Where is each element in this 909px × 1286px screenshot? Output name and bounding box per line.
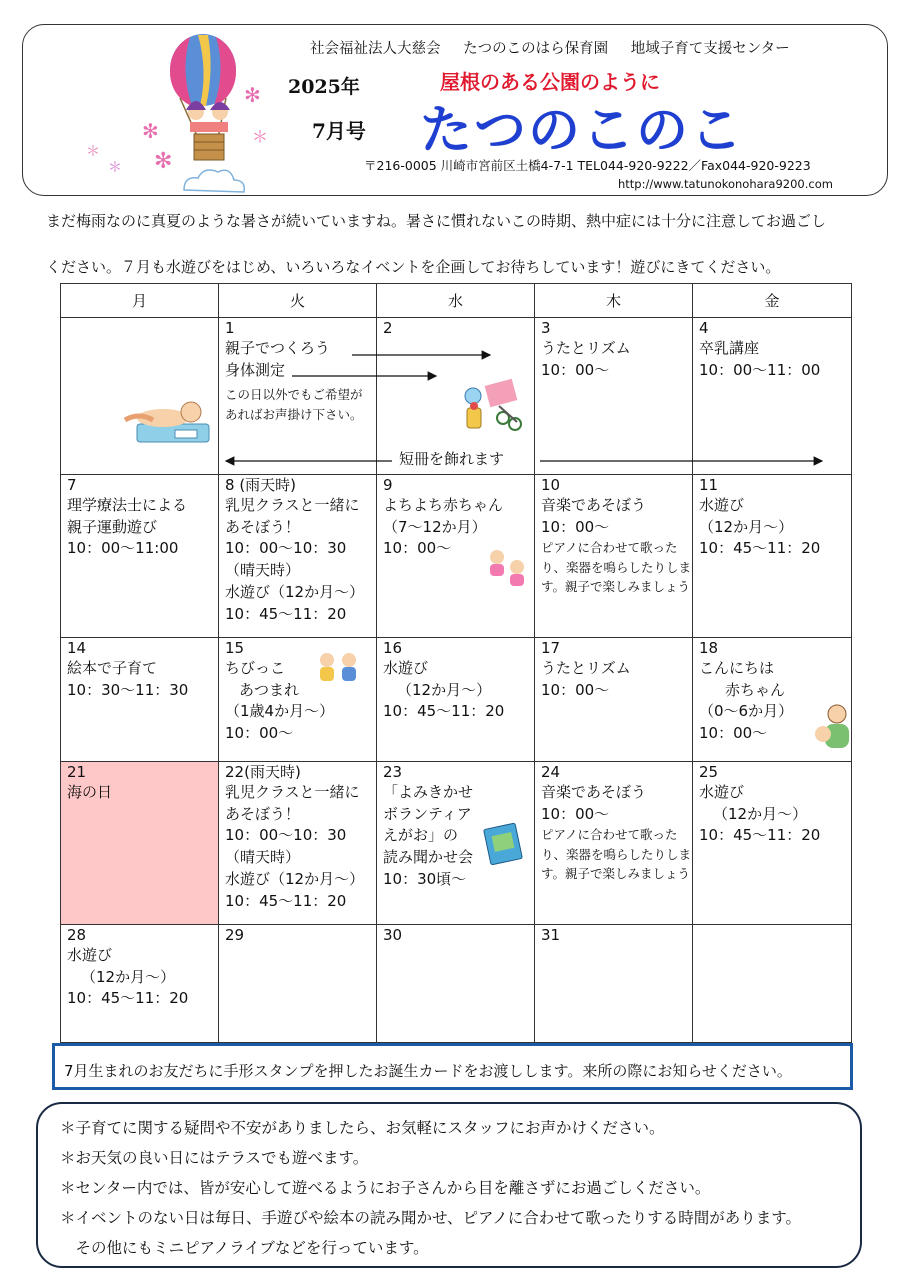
calendar-cell-day-23 — [377, 762, 535, 925]
info-line-4: ＊イベントのない日は毎日、手遊びや絵本の読み聞かせ、ピアノに合わせて歌ったりする時間があります。 — [60, 1209, 802, 1227]
event-label: 短冊を飾れます — [399, 450, 505, 468]
svg-text:✻: ✻ — [142, 119, 159, 143]
day-number: 15 — [225, 639, 245, 657]
nursery-name: たつのこのはら保育園 — [463, 41, 609, 57]
picture-book-icon — [483, 820, 523, 866]
event-label: 理学療法士による — [67, 495, 188, 514]
calendar-cell-day-11 — [693, 475, 852, 638]
event-time: 10：00～ — [225, 724, 294, 742]
weather-note: （晴天時） — [225, 848, 301, 866]
week-row — [61, 638, 852, 762]
info-line-1: ＊子育てに関する疑問や不安がありましたら、お気軽にスタッフにお声かけください。 — [60, 1119, 665, 1137]
event-time: 10：45～11：20 — [225, 604, 347, 623]
event-label: 身体測定 — [225, 360, 286, 379]
day-number: 4 — [699, 319, 709, 337]
calendar-cell-day-30 — [377, 925, 535, 1043]
event-note: ピアノに合わせて歌った — [541, 540, 678, 556]
day-number: 25 — [699, 763, 719, 781]
day-number: 30 — [383, 926, 403, 944]
event-time: 10：00～11：00 — [699, 360, 821, 379]
day-number: 22 — [225, 763, 245, 781]
svg-text:✻: ✻ — [154, 149, 173, 174]
event-label: えがお」の — [383, 826, 459, 845]
event-age: （0～6か月） — [699, 702, 794, 721]
day-number: 24 — [541, 763, 561, 781]
event-label: 水遊び — [67, 945, 113, 964]
event-label: 卒乳講座 — [699, 338, 760, 357]
weather-note: (雨天時) — [244, 763, 301, 781]
weekday-thu: 木 — [535, 284, 693, 318]
event-label: 「よみきかせ — [383, 782, 474, 801]
day-number: 8 — [225, 476, 235, 494]
calendar-cell-day-10 — [535, 475, 693, 638]
event-label: 絵本で子育て — [67, 658, 158, 677]
calendar-cell-day-14 — [61, 638, 219, 762]
event-label: 音楽であそぼう — [541, 495, 647, 514]
calendar-cell-day-9 — [377, 475, 535, 638]
day-number: 16 — [383, 639, 403, 657]
event-label: 水遊び — [699, 495, 745, 514]
info-line-3: ＊センター内では、皆が安心して遊べるようにお子さんから目を離さずにお過ごしください。 — [60, 1179, 711, 1197]
holiday-label: 海の日 — [67, 782, 113, 801]
event-label: 水遊び — [699, 782, 745, 801]
event-time: 10：00～ — [541, 680, 610, 699]
event-age: （12か月～） — [713, 804, 808, 823]
day-number: 17 — [541, 639, 561, 657]
week-row — [61, 762, 852, 925]
weekday-fri: 金 — [693, 284, 852, 318]
weather-note: (雨天時) — [239, 476, 297, 494]
event-label: 親子運動遊び — [67, 517, 158, 536]
center-name: 地域子育て支援センター — [630, 41, 790, 57]
calendar-cell-day-22 — [219, 762, 377, 925]
event-note: ピアノに合わせて歌った — [541, 827, 678, 843]
day-number: 18 — [699, 639, 719, 657]
schedule-arrows — [0, 0, 909, 480]
weekday-tue: 火 — [219, 284, 377, 318]
calendar-cell-day-24 — [535, 762, 693, 925]
day-number: 2 — [383, 319, 393, 337]
event-age: （12か月～） — [397, 680, 492, 699]
event-time: 10：45～11：20 — [225, 891, 347, 910]
event-label: 親子でつくろう — [225, 338, 331, 357]
event-note: あればお声掛け下さい。 — [225, 406, 363, 422]
event-note: す。親子で楽しみましょう — [541, 866, 691, 881]
svg-text:＊: ＊ — [86, 144, 100, 160]
event-age: （12か月～） — [81, 967, 176, 986]
event-label: こんにちは — [699, 658, 775, 677]
intro-line-1: まだ梅雨なのに真夏のような暑さが続いていますね。暑さに慣れないこの時期、熱中症には十分に注意してお過ごし — [46, 212, 827, 230]
event-time: 10：00～ — [541, 517, 610, 536]
event-time: 10：45～11：20 — [699, 826, 821, 845]
event-age: （1歳4か月～） — [225, 702, 335, 721]
event-label: あつまれ — [239, 680, 300, 699]
day-number: 10 — [541, 476, 561, 494]
calendar-cell-day-25 — [693, 762, 852, 925]
year-label: 2025年 — [288, 76, 360, 98]
event-time: 10：45～11：20 — [699, 539, 821, 558]
calendar-cell-day-29 — [219, 925, 377, 1043]
calendar-cell-day-18 — [693, 638, 852, 762]
event-time: 10：00～10：30 — [225, 826, 347, 845]
day-number: 14 — [67, 639, 87, 657]
address: 〒216-0005 川崎市宮前区土橋4-7-1 TEL044-920-9222／Fax044-920-9223 — [364, 158, 811, 173]
event-label: 赤ちゃん — [725, 680, 786, 699]
week-row — [61, 925, 852, 1043]
calendar-cell-empty — [693, 925, 852, 1043]
event-label: ボランティア — [383, 804, 472, 823]
svg-text:＊: ＊ — [252, 127, 269, 146]
event-label: あそぼう！ — [225, 517, 301, 536]
calendar-cell-day-31 — [535, 925, 693, 1043]
calendar-cell-day-21 — [61, 762, 219, 925]
event-time: 10：00～10：30 — [225, 539, 347, 558]
event-time: 10：30～11：30 — [67, 680, 189, 699]
event-label: 水遊び（12か月～） — [225, 869, 365, 888]
event-label: 水遊び（12か月～） — [225, 582, 365, 601]
mother-baby-icon — [811, 704, 852, 750]
event-note: り、楽器を鳴らしたりしま — [541, 846, 692, 862]
slogan: 屋根のある公園のように — [440, 70, 660, 94]
weather-note: （晴天時） — [225, 561, 301, 579]
event-label: 読み聞かせ会 — [383, 848, 474, 866]
event-note: す。親子で楽しみましょう — [541, 579, 691, 594]
event-label: 乳児クラスと一緒に — [225, 495, 360, 514]
info-line-5: その他にもミニピアノライブなどを行っています。 — [60, 1239, 429, 1257]
issue-label: 7月号 — [312, 119, 366, 143]
calendar-cell-day-16 — [377, 638, 535, 762]
event-note: この日以外でもご希望が — [225, 387, 363, 403]
org-name: 社会福祉法人大慈会 — [310, 41, 441, 57]
info-line-2: ＊お天気の良い日にはテラスでも遊べます。 — [60, 1149, 369, 1167]
event-label: うたとリズム — [541, 338, 631, 357]
event-label: よちよち赤ちゃん — [383, 495, 504, 514]
calendar-cell-day-7 — [61, 475, 219, 638]
event-label: 乳児クラスと一緒に — [225, 782, 360, 801]
children-icon — [317, 652, 361, 686]
day-number: 3 — [541, 319, 551, 337]
event-label: うたとリズム — [541, 658, 631, 677]
event-time: 10：00～ — [383, 539, 452, 558]
event-age: （7～12か月） — [383, 517, 487, 536]
event-time: 10：45～11：20 — [383, 702, 505, 721]
calendar-cell-day-8 — [219, 475, 377, 638]
week-row — [61, 475, 852, 638]
event-time: 10：00～ — [699, 724, 768, 742]
event-label: あそぼう！ — [225, 804, 301, 823]
day-number: 9 — [383, 476, 393, 494]
day-number: 21 — [67, 763, 87, 781]
event-time: 10：00～ — [541, 804, 610, 823]
day-number: 11 — [699, 476, 719, 494]
newsletter-title: たつのこのこ — [420, 101, 745, 161]
birthday-notice: 7月生まれのお友だちに手形スタンプを押したお誕生カードをお渡しします。来所の際にお知らせください。 — [64, 1062, 792, 1080]
event-time: 10：00～ — [541, 360, 610, 379]
calendar-cell-day-28 — [61, 925, 219, 1043]
svg-text:＊: ＊ — [108, 160, 122, 176]
website-link[interactable]: http://www.tatunokonohara9200.com — [618, 177, 833, 191]
day-number: 7 — [67, 476, 77, 494]
svg-text:✻: ✻ — [244, 83, 261, 107]
day-number: 23 — [383, 763, 403, 781]
calendar-cell-day-15 — [219, 638, 377, 762]
event-note: り、楽器を鳴らしたりしま — [541, 559, 692, 575]
event-time: 10：45～11：20 — [67, 989, 189, 1008]
day-number: 29 — [225, 926, 245, 944]
intro-line-2: ください。７月も水遊びをはじめ、いろいろなイベントを企画してお待ちしています！遊びにきてください。 — [46, 258, 781, 276]
weekday-wed: 水 — [377, 284, 535, 318]
event-time: 10：00～11:00 — [67, 539, 179, 558]
event-age: （12か月～） — [699, 517, 794, 536]
event-label: 音楽であそぼう — [541, 782, 647, 801]
event-label: ちびっこ — [225, 658, 286, 677]
event-label: 水遊び — [383, 658, 429, 677]
day-number: 31 — [541, 926, 561, 944]
event-time: 10：30頃～ — [383, 869, 467, 888]
day-number: 28 — [67, 926, 87, 944]
weekday-mon: 月 — [61, 284, 219, 318]
calendar-cell-day-17 — [535, 638, 693, 762]
babies-icon — [485, 547, 529, 587]
day-number: 1 — [225, 319, 235, 337]
